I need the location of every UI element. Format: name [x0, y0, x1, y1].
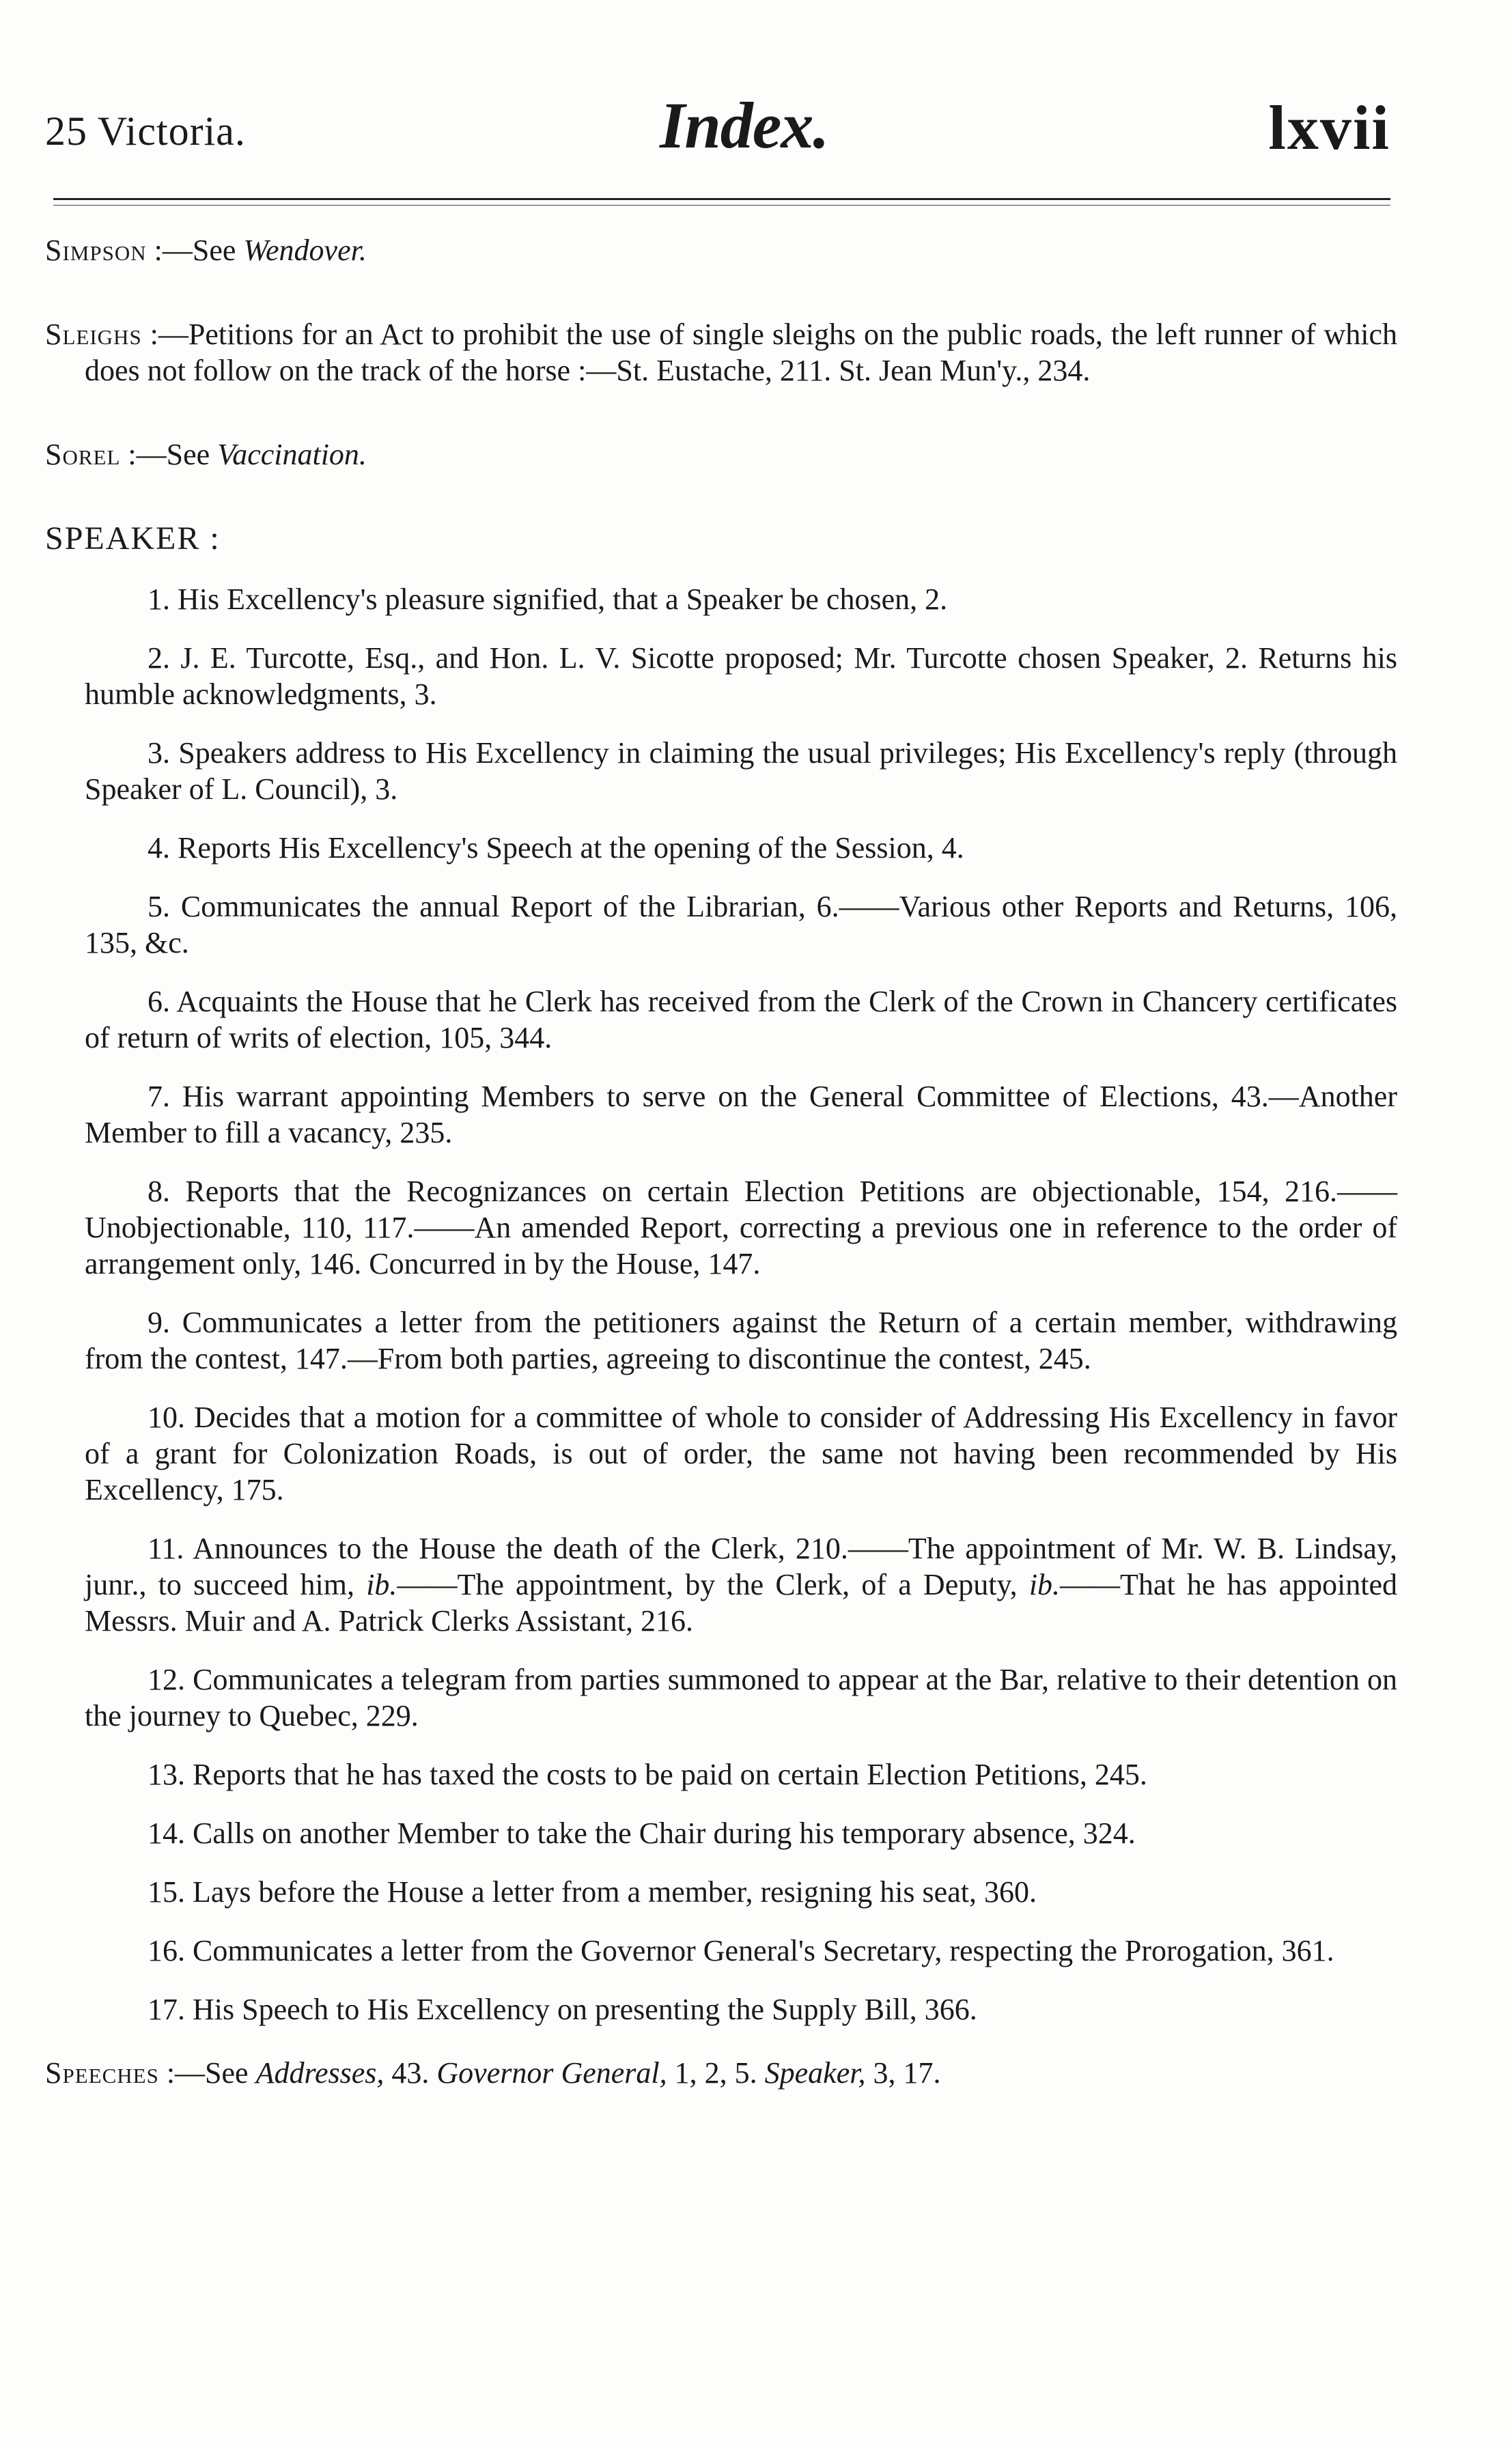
- item-number: 16.: [148, 1934, 185, 1967]
- cross-reference: Governor General,: [436, 2056, 667, 2090]
- item-number: 11.: [148, 1532, 184, 1565]
- page-refs: 3, 17.: [865, 2056, 941, 2090]
- item-text: His Excellency's pleasure signified, that a Speaker be chosen, 2.: [178, 583, 948, 616]
- entry-simpson: [45, 232, 1397, 268]
- item-number: 3.: [148, 736, 170, 770]
- item-text: Announces to the House the death of the Clerk, 210.——The appointment of Mr. W. B. Lindsay, junr., to succeed him,: [85, 1532, 1397, 1601]
- header-page-number: lxvii: [1268, 93, 1390, 163]
- header-rule-thin: [53, 205, 1390, 206]
- item-text: ——That he has appointed Messrs. Muir and A. Patrick Clerks Assistant, 216.: [85, 1568, 1397, 1638]
- item-text: Communicates a telegram from parties summoned to appear at the Bar, relative to their detention on the journey to Quebec, 229.: [85, 1663, 1397, 1732]
- entry-heading: Sorel: [45, 438, 121, 471]
- speaker-item: [45, 735, 1397, 807]
- entry-heading: Simpson: [45, 234, 147, 267]
- cross-reference: Speaker,: [764, 2056, 866, 2090]
- entry-separator: :—See: [146, 234, 244, 267]
- page-refs: 1, 2, 5.: [667, 2056, 765, 2090]
- speaker-item: [45, 1304, 1397, 1377]
- item-number: 10.: [148, 1401, 185, 1434]
- entry-speeches: [45, 2055, 1397, 2091]
- item-text: Communicates a letter from the petitioners against the Return of a certain member, withdrawing from the contest, 147.—From both parties, agreeing to discontinue the contest, 245.: [85, 1306, 1398, 1375]
- item-number: 6.: [148, 985, 170, 1018]
- item-text: Communicates a letter from the Governor General's Secretary, respecting the Prorogation, 361.: [193, 1934, 1334, 1967]
- item-number: 8.: [148, 1175, 170, 1208]
- cross-reference: Wendover.: [243, 234, 367, 267]
- speaker-item: [45, 1078, 1397, 1151]
- entry-sleighs: [45, 316, 1397, 389]
- item-text: His Speech to His Excellency on presenting the Supply Bill, 366.: [193, 1993, 977, 2026]
- ibid-reference: ib.: [1028, 1568, 1061, 1601]
- item-number: 7.: [148, 1080, 170, 1113]
- speaker-item: [45, 1874, 1397, 1910]
- speaker-item: [45, 1661, 1397, 1734]
- speaker-item: [45, 1815, 1397, 1851]
- entry-sorel: [45, 436, 1397, 473]
- item-number: 4.: [148, 831, 170, 865]
- item-text: Decides that a motion for a committee of whole to consider of Addressing His Excellency in favor of a grant for Colonization Roads, is out of order, the same not having been recommended by His Excellency, 175.: [85, 1401, 1398, 1506]
- item-text: Reports that the Recognizances on certain Election Petitions are objectionable, 154, 216.——Unobjectionable, 110, 117.——An amended Report, correcting a previous one in reference to the order of arrangement only, 146. Concurred in by the House, 147.: [85, 1175, 1397, 1280]
- speaker-item: [45, 1933, 1397, 1969]
- speaker-item: [45, 1991, 1397, 2027]
- item-number: 5.: [148, 890, 170, 923]
- speaker-item: [45, 1530, 1397, 1639]
- item-text: Calls on another Member to take the Chair during his temporary absence, 324.: [193, 1816, 1136, 1850]
- speaker-item: [45, 1756, 1397, 1793]
- item-text: His warrant appointing Members to serve on the General Committee of Elections, 43.—Another Member to fill a vacancy, 235.: [85, 1080, 1397, 1149]
- item-number: 17.: [148, 1993, 185, 2026]
- item-text: Reports that he has taxed the costs to be paid on certain Election Petitions, 245.: [193, 1758, 1147, 1791]
- speaker-item: [45, 888, 1397, 961]
- header-session: 25 Victoria.: [45, 109, 246, 154]
- entry-speaker-heading: SPEAKER :: [45, 520, 221, 557]
- item-text: Acquaints the House that he Clerk has received from the Clerk of the Crown in Chancery certificates of return of writs of election, 105, 344.: [85, 985, 1398, 1054]
- entry-separator: :—See: [120, 438, 218, 471]
- cross-reference: Addresses,: [255, 2056, 384, 2090]
- item-number: 9.: [148, 1306, 170, 1339]
- header-rule-thick: [53, 198, 1390, 200]
- item-number: 14.: [148, 1816, 185, 1850]
- entry-text: :—Petitions for an Act to prohibit the use of single sleighs on the public roads, the left runner of which does not follow on the track of the horse :—St. Eustache, 211. St. Jean Mun'y., 234.: [85, 318, 1397, 387]
- item-text: Lays before the House a letter from a member, resigning his seat, 360.: [193, 1875, 1037, 1909]
- speaker-item: [45, 1399, 1397, 1508]
- item-text: Speakers address to His Excellency in claiming the usual privileges; His Excellency's reply (through Speaker of L. Council), 3.: [85, 736, 1398, 806]
- running-header: [45, 81, 1397, 163]
- speaker-item: [45, 1173, 1397, 1282]
- item-text: Communicates the annual Report of the Librarian, 6.——Various other Reports and Returns, 106, 135, &c.: [85, 890, 1398, 959]
- speaker-item: [45, 581, 1397, 617]
- ibid-reference: ib.: [366, 1568, 397, 1601]
- speaker-item: [45, 983, 1397, 1056]
- index-body: [45, 232, 1397, 2091]
- item-number: 15.: [148, 1875, 185, 1909]
- entry-separator: :—See: [158, 2056, 256, 2090]
- item-number: 2.: [148, 641, 170, 675]
- item-text: ——The appointment, by the Clerk, of a Deputy,: [397, 1568, 1029, 1601]
- item-number: 12.: [148, 1663, 185, 1696]
- speaker-item: [45, 640, 1397, 712]
- entry-heading: Speeches: [45, 2056, 159, 2090]
- item-number: 13.: [148, 1758, 185, 1791]
- entry-heading: Sleighs: [45, 318, 142, 351]
- item-text: J. E. Turcotte, Esq., and Hon. L. V. Sicotte proposed; Mr. Turcotte chosen Speaker, 2. Returns his humble acknowledgments, 3.: [85, 641, 1398, 711]
- page-refs: 43.: [384, 2056, 437, 2090]
- cross-reference: Vaccination.: [217, 438, 367, 471]
- item-number: 1.: [148, 583, 170, 616]
- speaker-items: [45, 581, 1397, 2027]
- header-title: Index.: [660, 89, 829, 162]
- speaker-item: [45, 830, 1397, 866]
- item-text: Reports His Excellency's Speech at the opening of the Session, 4.: [178, 831, 964, 865]
